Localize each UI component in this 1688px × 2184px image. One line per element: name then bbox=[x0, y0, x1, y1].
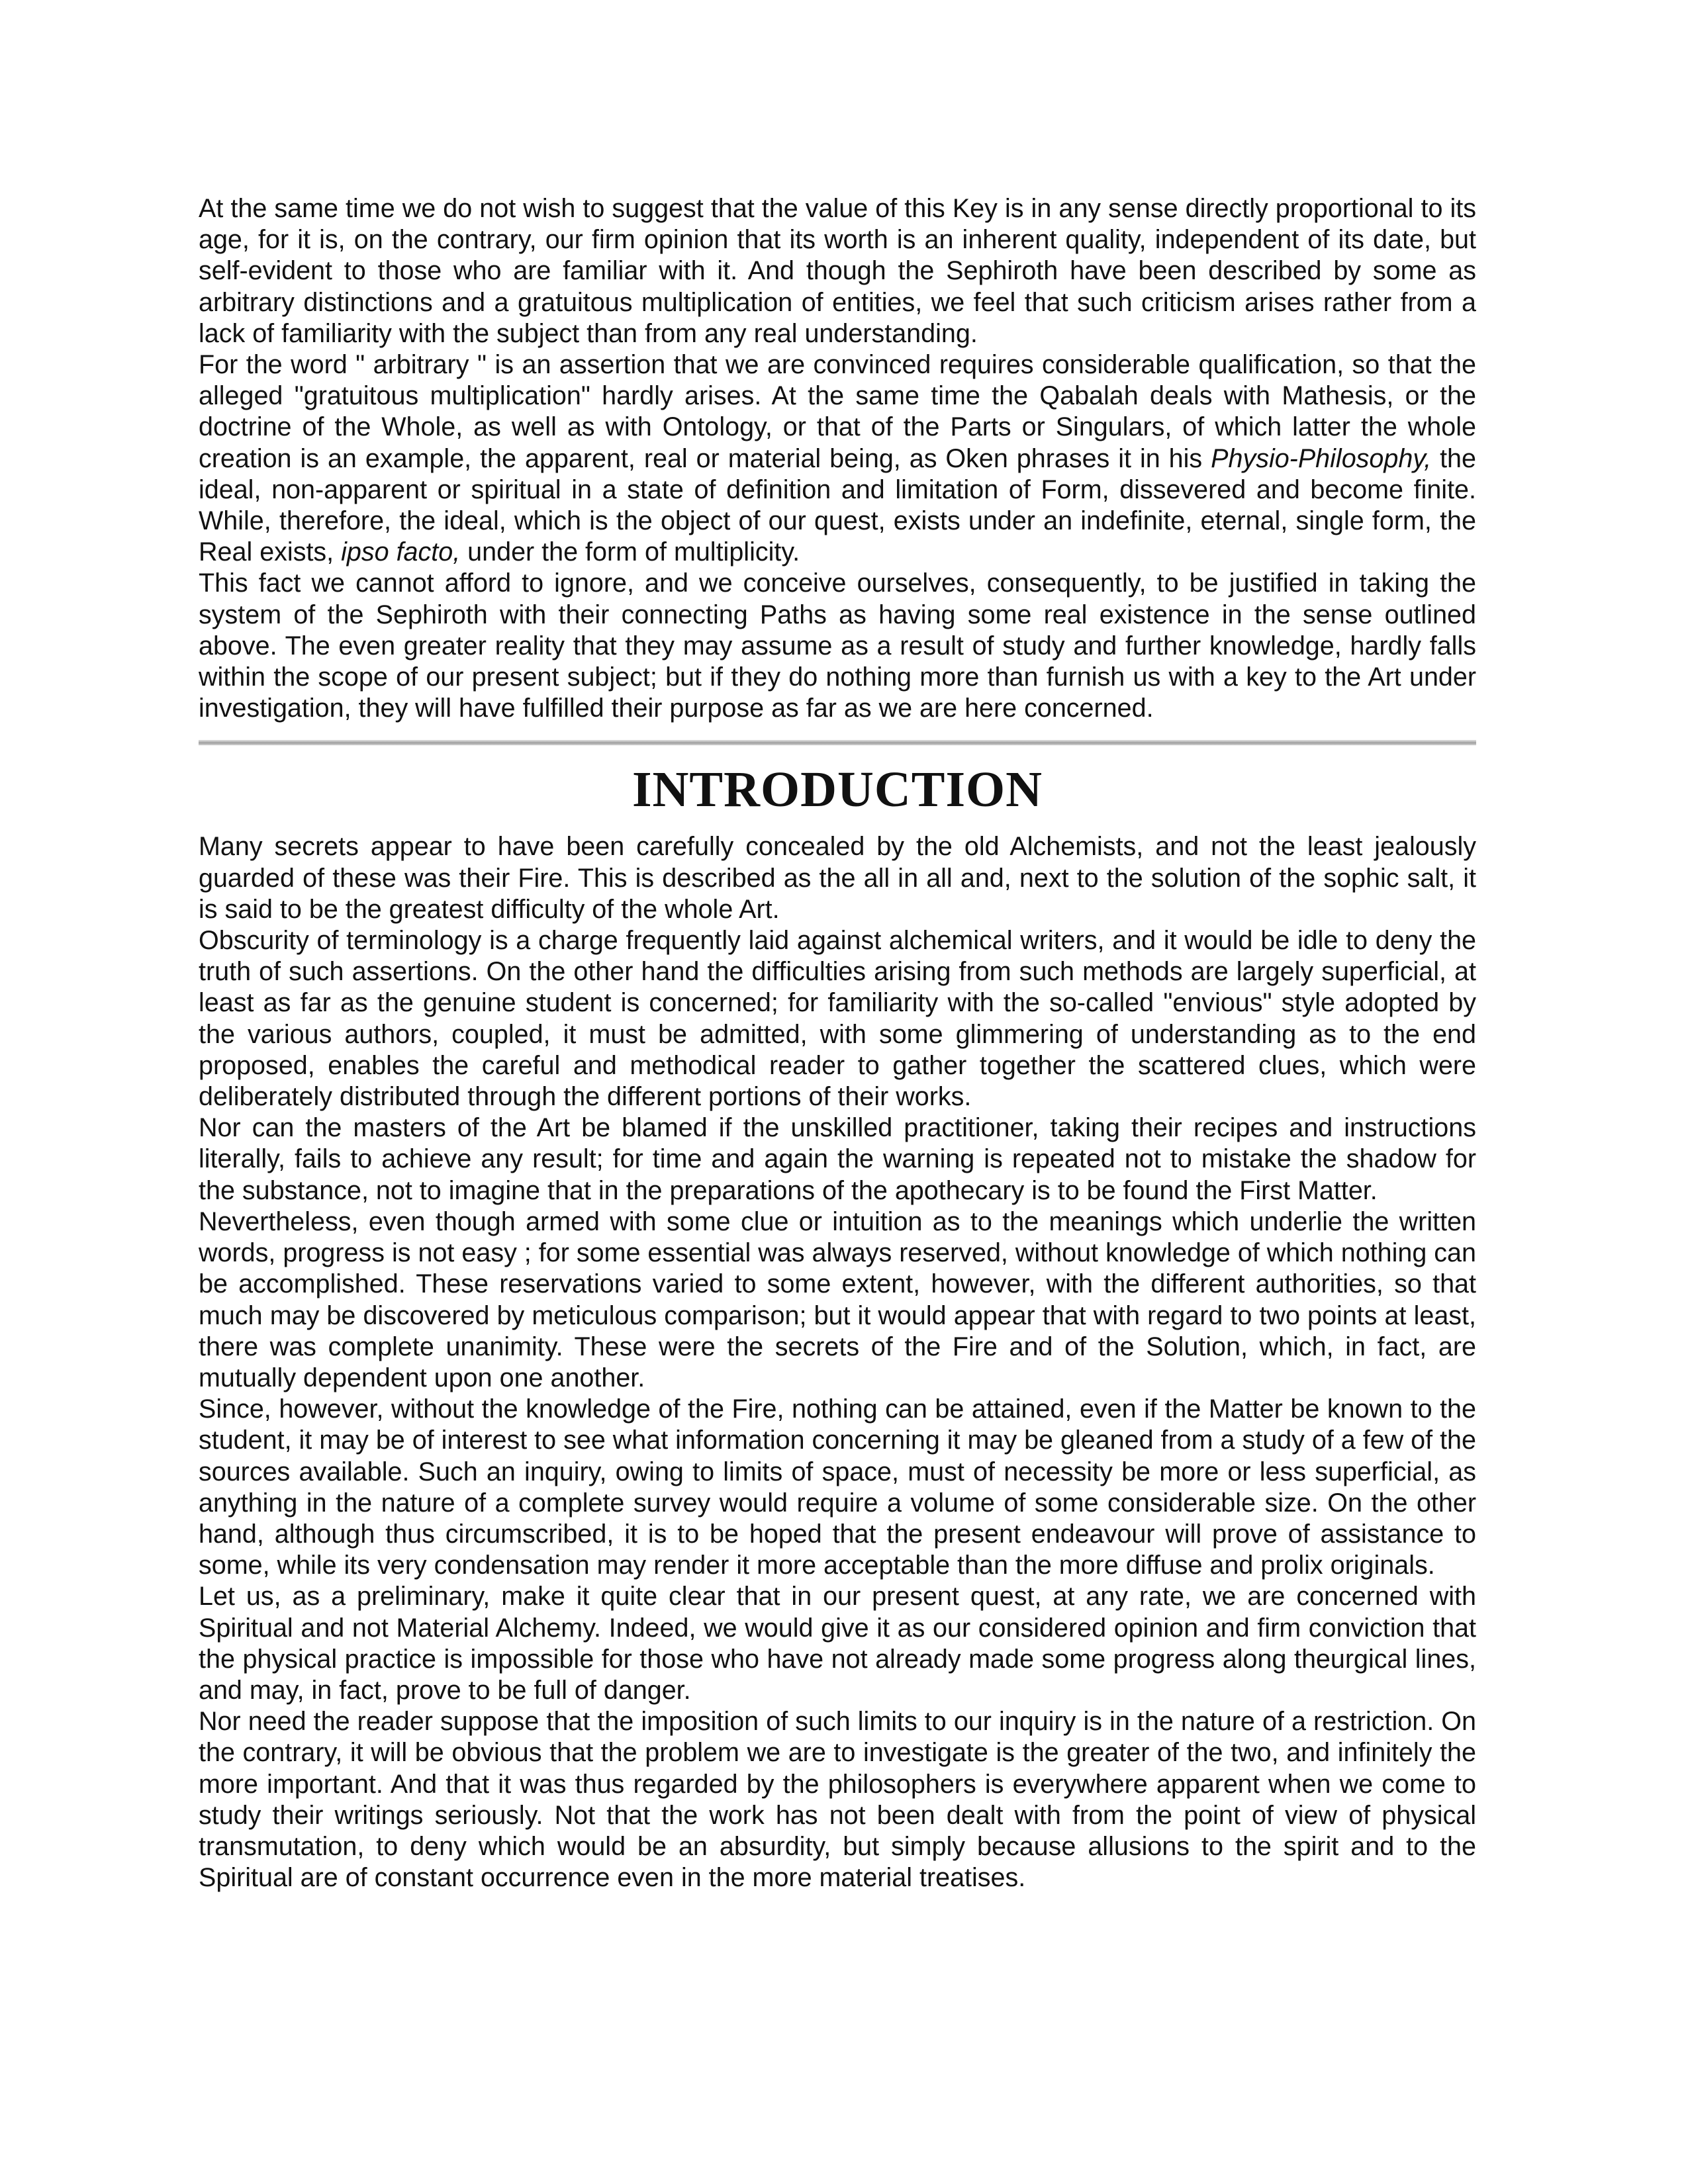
paragraph: Nevertheless, even though armed with some clue or intuition as to the meanings which underlie the written words, progress is not easy ; for some essential was always reserved, without knowledge of which nothing can be accomplished. These reservations varied to some extent, however, with the different authorities, so that much may be discovered by meticulous comparison; but it would appear that with regard to two points at least, there was complete unanimity. These were the secrets of the Fire and of the Solution, which, in fact, are mutually dependent upon one another. bbox=[199, 1206, 1476, 1392]
section-heading: INTRODUCTION bbox=[632, 762, 1043, 818]
section-divider bbox=[199, 740, 1476, 745]
paragraph: Many secrets appear to have been carefully concealed by the old Alchemists, and not the least jealously guarded of these was their Fire. This is described as the all in all and, next to the solution of the sophic salt, it is said to be the greatest difficulty of the whole Art. bbox=[199, 832, 1476, 924]
paragraph-text: under the form of multiplicity. bbox=[460, 537, 800, 567]
paragraph: Nor can the masters of the Art be blamed if the unskilled practitioner, taking their recipes and instructions literally, fails to achieve any result; for time and again the warning is repeated not to mistake the shadow for the substance, not to imagine that in the preparations of the apothecary is to be found the First Matter. bbox=[199, 1113, 1476, 1205]
paragraph-text: For the word " arbitrary " is an assertion that we are convinced requires considerable qualification, so that the alleged "gratuitous multiplication" hardly arises. At the same time the Qabalah deals with Mathesis, or the doctrine of the Whole, as well as with Ontology, or that of the Parts or Singulars, of which latter the whole creation is an example, the apparent, real or material being, as Oken phrases it in his bbox=[199, 350, 1476, 473]
preceding-section bbox=[199, 193, 1476, 724]
paragraph: Nor need the reader suppose that the imposition of such limits to our inquiry is in the nature of a restriction. On the contrary, it will be obvious that the problem we are to investigate is the greater of the two, and infinitely the more important. And that it was thus regarded by the philosophers is everywhere apparent when we come to study their writings seriously. Not that the work has not been dealt with from the point of view of physical transmutation, to deny which would be an absurdity, but simply because allusions to the spirit and to the Spiritual are of constant occurrence even in the more material treatises. bbox=[199, 1707, 1476, 1893]
book-title: Physio-Philosophy, bbox=[1211, 443, 1432, 473]
paragraph: At the same time we do not wish to suggest that the value of this Key is in any sense directly proportional to its age, for it is, on the contrary, our firm opinion that its worth is an inherent quality, independent of its date, but self-evident to those who are familiar with it. And though the Sephiroth have been described by some as arbitrary distinctions and a gratuitous multiplication of entities, we feel that such criticism arises rather from a lack of familiarity with the subject than from any real understanding. bbox=[199, 194, 1476, 348]
paragraph: Let us, as a preliminary, make it quite clear that in our present quest, at any rate, we are concerned with Spiritual and not Material Alchemy. Indeed, we would give it as our considered opinion and firm conviction that the physical practice is impossible for those who have not already made some progress along theurgical lines, and may, in fact, prove to be full of danger. bbox=[199, 1582, 1476, 1705]
paragraph: Since, however, without the knowledge of the Fire, nothing can be attained, even if the Matter be known to the student, it may be of interest to see what information concerning it may be gleaned from a study of a few of the sources available. Such an inquiry, owing to limits of space, must of necessity be more or less superficial, as anything in the nature of a complete survey would require a volume of some considerable size. On the other hand, although thus circumscribed, it is to be hoped that the present endeavour will prove of assistance to some, while its very condensation may render it more acceptable than the more diffuse and prolix originals. bbox=[199, 1394, 1476, 1580]
paragraph: This fact we cannot afford to ignore, and we conceive ourselves, consequently, to be justified in taking the system of the Sephiroth with their connecting Paths as having some real existence in the sense outlined above. The even greater reality that they may assume as a result of study and further knowledge, hardly falls within the scope of our present subject; but if they do nothing more than furnish us with a key to the Art under investigation, they will have fulfilled their purpose as far as we are here concerned. bbox=[199, 569, 1476, 723]
document-page bbox=[199, 193, 1476, 1893]
paragraph: Obscurity of terminology is a charge frequently laid against alchemical writers, and it would be idle to deny the truth of such assertions. On the other hand the difficulties arising from such methods are largely superficial, at least as far as the genuine student is concerned; for familiarity with the so-called "envious" style adopted by the various authors, coupled, it must be admitted, with some glimmering of understanding as to the end proposed, enables the careful and methodical reader to gather together the scattered clues, which were deliberately distributed through the different portions of their works. bbox=[199, 926, 1476, 1112]
paragraph-text: the ideal, non-apparent or spiritual in a state of definition and limitation of Form, dissevered and become finite. While, therefore, the ideal, which is the object of our quest, exists under an indefinite, eternal, single form, the Real exists, bbox=[199, 443, 1476, 567]
paragraph bbox=[199, 349, 1476, 568]
latin-phrase: ipso facto, bbox=[341, 537, 461, 567]
introduction-section bbox=[199, 831, 1476, 1893]
